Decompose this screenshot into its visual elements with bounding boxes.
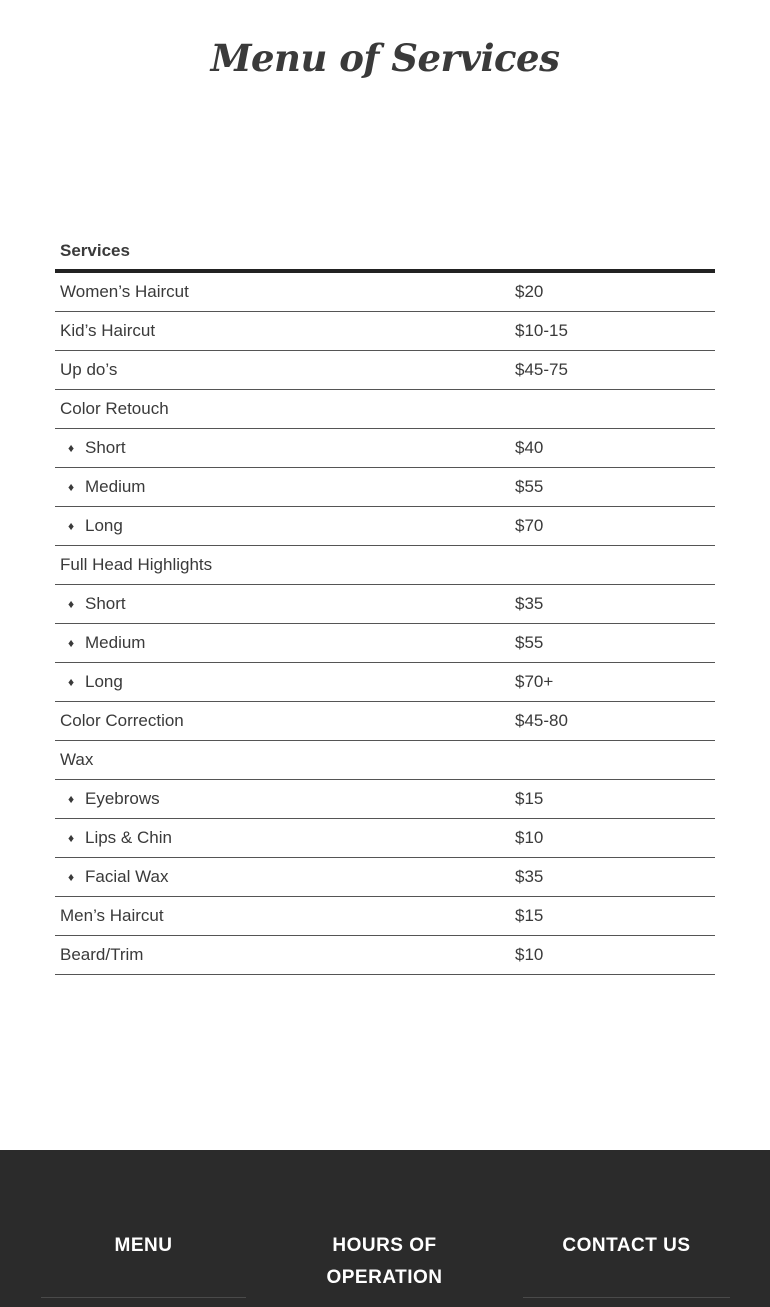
footer-hours-heading: HOURS OF OPERATION <box>326 1235 443 1288</box>
service-name-cell <box>55 555 510 575</box>
service-name-cell <box>55 477 510 497</box>
service-name: Eyebrows <box>85 789 160 808</box>
table-subrow <box>55 507 715 546</box>
service-price: $55 <box>515 477 544 496</box>
service-name-cell <box>55 594 510 614</box>
service-name: Men’s Haircut <box>60 906 164 925</box>
service-name: Wax <box>60 750 94 769</box>
footer-contact-heading: CONTACT US <box>562 1235 691 1256</box>
table-subrow <box>55 780 715 819</box>
footer-hours-column <box>282 1150 487 1294</box>
footer-menu-heading: MENU <box>114 1235 173 1256</box>
table-subrow <box>55 624 715 663</box>
service-name-cell <box>55 672 510 692</box>
service-name-cell <box>55 360 510 380</box>
service-price: $15 <box>515 789 544 808</box>
table-header-label: Services <box>60 241 130 260</box>
diamond-bullet-icon: ♦ <box>68 519 75 533</box>
footer-contact-column <box>523 1150 730 1262</box>
service-price: $45-75 <box>515 360 568 379</box>
service-price: $55 <box>515 633 544 652</box>
table-subrow <box>55 429 715 468</box>
service-name-cell <box>55 828 510 848</box>
diamond-bullet-icon: ♦ <box>68 870 75 884</box>
service-name: Short <box>85 438 126 457</box>
diamond-bullet-icon: ♦ <box>68 675 75 689</box>
service-price: $35 <box>515 594 544 613</box>
service-price: $15 <box>515 906 544 925</box>
service-name-cell <box>55 438 510 458</box>
service-price: $45-80 <box>515 711 568 730</box>
table-subrow <box>55 468 715 507</box>
service-name: Long <box>85 672 123 691</box>
service-price: $10 <box>515 828 544 847</box>
service-name: Color Correction <box>60 711 184 730</box>
page-title: Menu of Services <box>210 36 560 80</box>
service-price: $10 <box>515 945 544 964</box>
service-name-cell <box>55 711 510 731</box>
service-price: $35 <box>515 867 544 886</box>
service-name: Facial Wax <box>85 867 169 886</box>
service-name: Women’s Haircut <box>60 282 189 301</box>
table-row <box>55 702 715 741</box>
service-price: $10-15 <box>515 321 568 340</box>
service-name: Full Head Highlights <box>60 555 213 574</box>
service-name-cell <box>55 750 510 770</box>
table-subrow <box>55 663 715 702</box>
table-row <box>55 741 715 780</box>
service-name-cell <box>55 282 510 302</box>
service-name-cell <box>55 906 510 926</box>
service-name-cell <box>55 945 510 965</box>
diamond-bullet-icon: ♦ <box>68 831 75 845</box>
service-name-cell <box>55 633 510 653</box>
table-row <box>55 897 715 936</box>
table-row <box>55 273 715 312</box>
service-price: $70 <box>515 516 544 535</box>
table-row <box>55 546 715 585</box>
service-name-cell <box>55 399 510 419</box>
table-row <box>55 936 715 975</box>
service-name: Up do’s <box>60 360 118 379</box>
diamond-bullet-icon: ♦ <box>68 792 75 806</box>
table-subrow <box>55 819 715 858</box>
table-subrow <box>55 858 715 897</box>
service-name-cell <box>55 516 510 536</box>
footer-contact-divider <box>523 1297 730 1298</box>
diamond-bullet-icon: ♦ <box>68 597 75 611</box>
service-price: $20 <box>515 282 544 301</box>
service-name: Beard/Trim <box>60 945 144 964</box>
table-row <box>55 312 715 351</box>
service-name: Kid’s Haircut <box>60 321 156 340</box>
service-name-cell <box>55 321 510 341</box>
table-header <box>55 233 715 273</box>
diamond-bullet-icon: ♦ <box>68 441 75 455</box>
services-table <box>55 233 715 975</box>
service-name-cell <box>55 789 510 809</box>
table-subrow <box>55 585 715 624</box>
footer-menu-column <box>41 1150 246 1262</box>
service-name-cell <box>55 867 510 887</box>
service-name: Color Retouch <box>60 399 169 418</box>
table-body <box>55 273 715 975</box>
footer-menu-divider <box>41 1297 246 1298</box>
service-name: Medium <box>85 633 146 652</box>
table-row <box>55 390 715 429</box>
service-name: Long <box>85 516 123 535</box>
diamond-bullet-icon: ♦ <box>68 636 75 650</box>
service-price: $40 <box>515 438 544 457</box>
table-row <box>55 351 715 390</box>
diamond-bullet-icon: ♦ <box>68 480 75 494</box>
footer <box>0 1150 770 1307</box>
service-name: Short <box>85 594 126 613</box>
service-price: $70+ <box>515 672 554 691</box>
service-name: Medium <box>85 477 146 496</box>
service-name: Lips & Chin <box>85 828 172 847</box>
